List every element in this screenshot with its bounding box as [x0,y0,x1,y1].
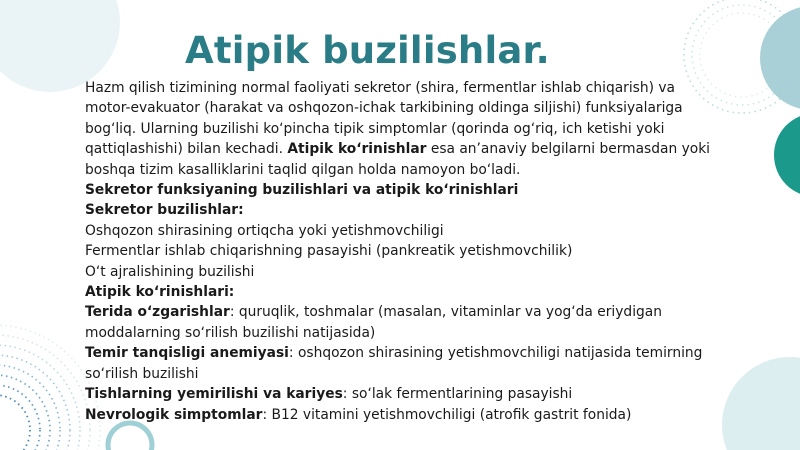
atypical-desc-1: : quruqlik, toshmalar (masalan, vitaminlar va yog‘da eriydigan [229,304,662,321]
intro-line-4-rest: esa an’anaviy belgilarni bermasdan yoki [430,141,711,158]
atypical-item-3 [85,384,725,404]
intro-line-4 [85,139,725,159]
atypical-item-2-cont: so‘rilish buzilishi [85,365,199,382]
atypical-term-3: Tishlarning yemirilishi va kariyes [85,386,343,403]
atypical-term-2: Temir tanqisligi anemiyasi [85,345,289,362]
intro-emphasis: Atipik ko‘rinishlar [287,141,427,158]
deco-circle-bottom-right [722,357,800,450]
section-heading: Sekretor funksiyaning buzilishlari va atipik ko‘rinishlari [85,182,519,199]
atypical-desc-3: : so‘lak fermentlarining pasayishi [342,386,573,403]
secretory-heading: Sekretor buzilishlar: [85,202,244,219]
intro-line-5: boshqa tizim kasalliklarini taqlid qilgan holda namoyon bo‘ladi. [85,161,521,178]
atypical-item-1 [85,302,725,322]
deco-ring-bottom [108,423,152,450]
atypical-heading: Atipik ko‘rinishlari: [85,284,235,301]
secretory-item-1: Oshqozon shirasining ortiqcha yoki yetishmovchiligi [85,222,444,239]
atypical-item-2 [85,343,725,363]
secretory-item-3: O‘t ajralishining buzilishi [85,263,255,280]
atypical-item-4 [85,405,725,425]
atypical-term-4: Nevrologik simptomlar [85,406,263,423]
atypical-desc-4: : B12 vitamini yetishmovchiligi (atrofik gastrit fonida) [262,406,632,423]
secretory-item-2: Fermentlar ishlab chiqarishning pasayishi (pankreatik yetishmovchilik) [85,243,573,260]
deco-circle-right-dark [774,113,800,197]
intro-line-1: Hazm qilish tizimining normal faoliyati sekretor (shira, fermentlar ishlab chiqarish) va [85,80,676,96]
intro-line-4-start: qattiqlashishi) bilan kechadi. [85,141,283,158]
slide-body [85,78,725,425]
intro-line-3: bog‘liq. Ularning buzilishi ko‘pincha tipik simptomlar (qorinda og‘riq, ich ketishi yoki [85,120,665,137]
slide-title: Atipik buzilishlar. [185,29,550,72]
atypical-item-1-cont: moddalarning so‘rilish buzilishi natijasida) [85,324,376,341]
deco-circle-top-right-light [760,6,800,110]
atypical-desc-2: : oshqozon shirasining yetishmovchiligi natijasida temirning [288,345,703,362]
intro-line-2: motor-evakuator (harakat va oshqozon-ichak tarkibining oldinga siljishi) funksiyalariga [85,100,683,117]
atypical-term-1: Terida o‘zgarishlar [85,304,230,321]
